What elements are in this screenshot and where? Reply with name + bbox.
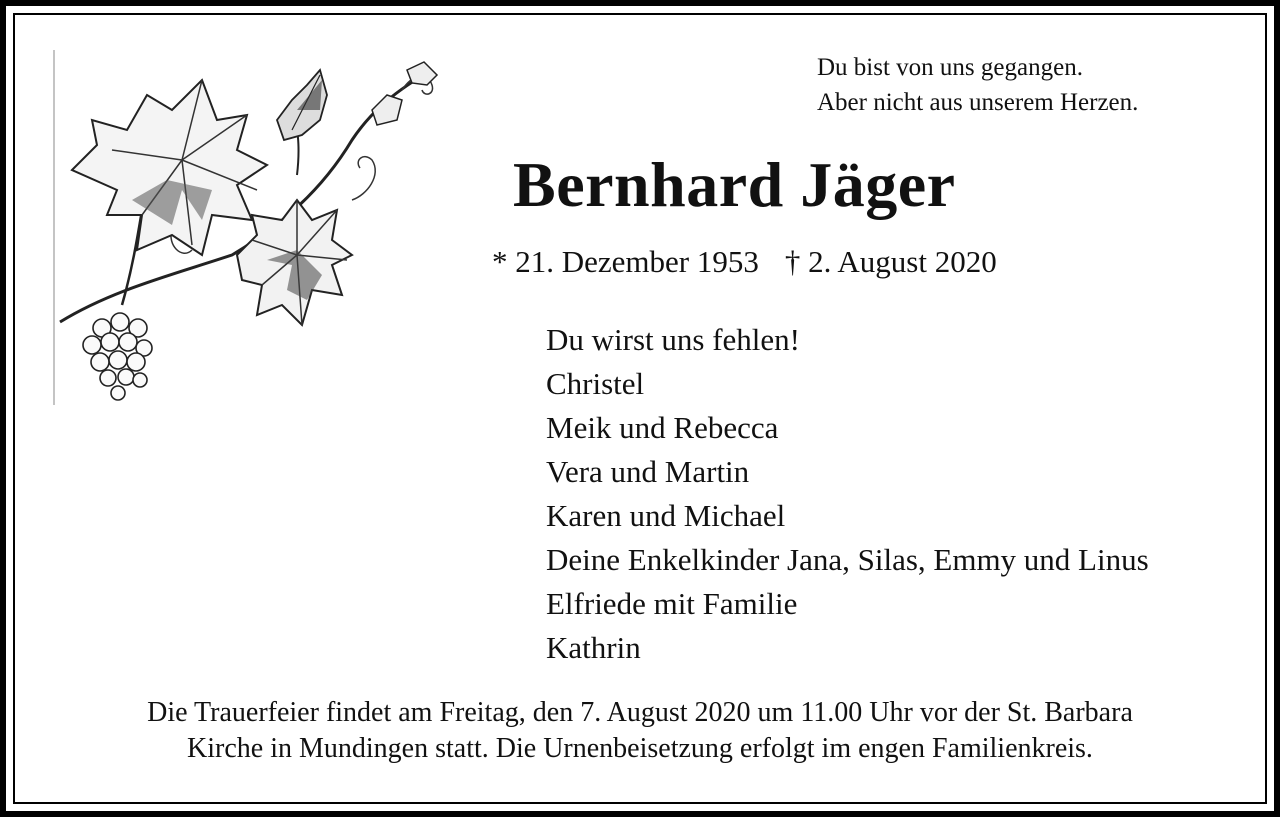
memorial-quote bbox=[817, 50, 1138, 120]
mourners-line: Meik und Rebecca bbox=[546, 410, 779, 445]
quote-line-2: Aber nicht aus unserem Herzen. bbox=[817, 89, 1139, 116]
mourners-list bbox=[546, 318, 1149, 670]
life-dates bbox=[492, 244, 997, 280]
deceased-name: Bernhard Jäger bbox=[513, 149, 956, 220]
birth-date: * 21. Dezember 1953 bbox=[492, 244, 759, 279]
mourners-line: Karen und Michael bbox=[546, 498, 786, 533]
mourners-line: Vera und Martin bbox=[546, 454, 750, 489]
death-date: † 2. August 2020 bbox=[784, 244, 997, 279]
notice-line-1: Die Trauerfeier findet am Freitag, den 7. August 2020 um 11.00 Uhr vor der St. Barbara bbox=[147, 697, 1133, 728]
grapevine-illustration bbox=[52, 50, 450, 405]
notice-line-2: Kirche in Mundingen statt. Die Urnenbeisetzung erfolgt im engen Familienkreis. bbox=[187, 733, 1093, 764]
mourners-line: Kathrin bbox=[546, 630, 641, 665]
mourners-line: Christel bbox=[546, 366, 645, 401]
mourners-line: Elfriede mit Familie bbox=[546, 586, 798, 621]
mourners-line: Deine Enkelkinder Jana, Silas, Emmy und Linus bbox=[546, 542, 1149, 577]
quote-line-1: Du bist von uns gegangen. bbox=[817, 54, 1083, 81]
mourners-line: Du wirst uns fehlen! bbox=[546, 322, 800, 357]
funeral-notice bbox=[20, 695, 1260, 767]
